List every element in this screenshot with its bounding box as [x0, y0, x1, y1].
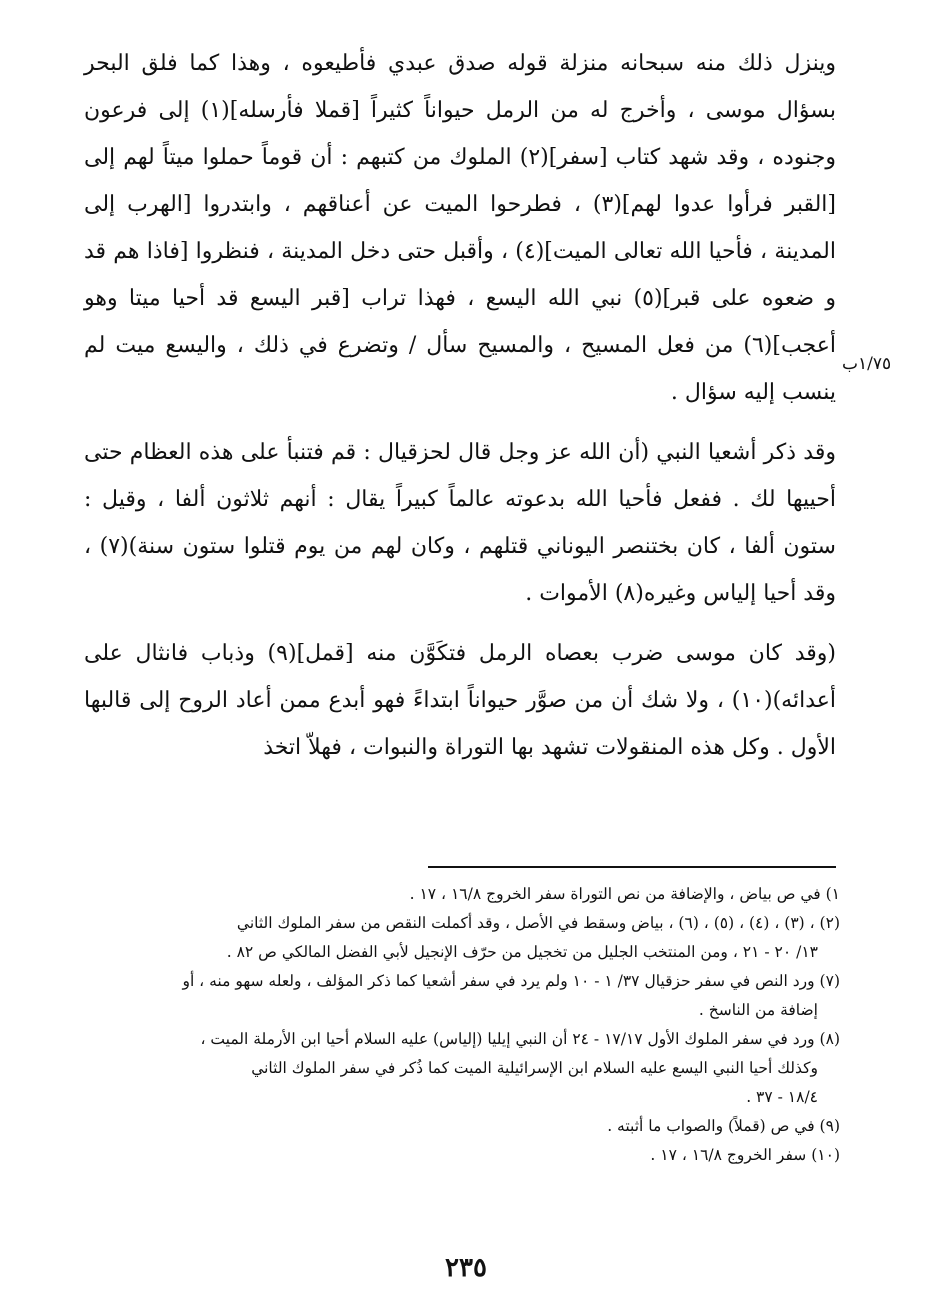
footnote-line: إضافة من الناسخ . [698, 1001, 818, 1019]
footnote-line: (٢) ، (٣) ، (٤) ، (٥) ، (٦) ، بياض وسقط في الأصل ، وقد أكملت النقص من سفر الملوك الثاني [236, 914, 840, 932]
footnote-line: ١٣/ ٢٠ - ٢١ ، ومن المنتخب الجليل من تخجيل من حرّف الإنجيل لأبي الفضل المالكي ص ٨٢ . [226, 943, 818, 961]
footnote-line: (١٠) سفر الخروج ١٦/٨ ، ١٧ . [650, 1146, 840, 1164]
folio-margin-note: ١/٧٥ب [842, 354, 892, 374]
footnote-line: ١) في ص بياض ، والإضافة من نص التوراة سفر الخروج ١٦/٨ ، ١٧ . [409, 885, 840, 903]
footnotes [84, 880, 840, 1170]
footnote-line: (٩) في ص (قملاً) والصواب ما أثبته . [607, 1117, 840, 1135]
footnote-line: (٧) ورد النص في سفر حزقيال ٣٧/ ١ - ١٠ ولم يرد في سفر أشعيا كما ذكر المؤلف ، ولعله سهو منه ، أو [182, 972, 840, 990]
footnote-line: (٨) ورد في سفر الملوك الأول ١٧/١٧ - ٢٤ أن النبي إيليا (إلياس) عليه السلام أحيا ابن الأرملة الميت ، [200, 1030, 840, 1048]
footnote-line: ١٨/٤ - ٣٧ . [746, 1088, 818, 1106]
footnote-separator [428, 866, 836, 868]
paragraph-3: (وقد كان موسى ضرب بعصاه الرمل فتكَوَّن منه [قمل](٩) وذباب فانثال على أعدائه)(١٠) ، ولا شك أن من صوَّر حيواناً ابتداءً فهو أبدع ممن أعاد الروح إلى قالبها الأول . وكل هذه المنقولات تشهد بها التوراة والنبوات ، فهلاّ اتخذ [84, 641, 837, 760]
page-number: ٢٣٥ [445, 1253, 487, 1283]
paragraph-1: وينزل ذلك منه سبحانه منزلة قوله صدق عبدي فأطيعوه ، وهذا كما فلق البحر بسؤال موسى ، وأخرج له من الرمل حيواناً كثيراً [قملا فأرسله](١) إلى فرعون وجنوده ، وقد شهد كتاب [سفر](٢) الملوك من كتبهم : أن قوماً حملوا ميتاً لهم إلى [القبر فرأوا عدوا لهم](٣) ، فطرحوا الميت عن أعناقهم ، وابتدروا [الهرب إلى المدينة ، فأحيا الله تعالى الميت](٤) ، وأقبل حتى دخل المدينة ، فنظروا [فاذا هم قد و ضعوه على قبر](٥) نبي الله اليسع ، فهذا تراب [قبر اليسع قد أحيا ميتا وهو أعجب](٦) من فعل المسيح ، والمسيح سأل / وتضرع في ذلك ، واليسع ميت لم ينسب إليه سؤال . [84, 51, 836, 405]
paragraph-2: وقد ذكر أشعيا النبي (أن الله عز وجل قال لحزقيال : قم فتنبأ على هذه العظام حتى أحييها لك . ففعل فأحيا الله بدعوته عالماً كبيراً يقال : أنهم ثلاثون ألفا ، وقيل : ستون ألفا ، كان بختنصر اليوناني قتلهم ، وكان لهم من يوم قتلوا ستون سنة)(٧) ، وقد أحيا إلياس وغيره(٨) الأموات . [84, 440, 836, 606]
main-text [84, 40, 836, 771]
footnote-line: وكذلك أحيا النبي اليسع عليه السلام ابن الإسرائيلية الميت كما ذُكر في سفر الملوك الثاني [251, 1059, 818, 1077]
